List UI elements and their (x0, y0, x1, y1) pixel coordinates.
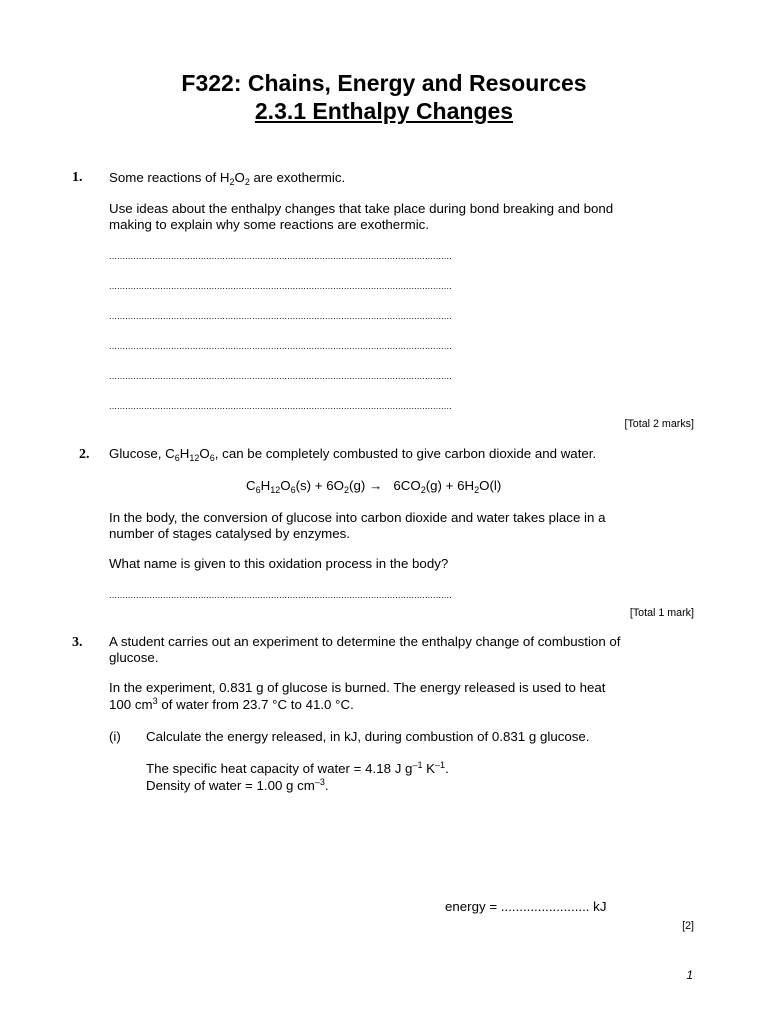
section-title: 2.3.1 Enthalpy Changes (254, 98, 514, 124)
answer-line[interactable]: ............................................................................................................................... (109, 341, 452, 351)
question-body: In the body, the conversion of glucose into carbon dioxide and water takes place in a (109, 510, 606, 525)
question-prompt: What name is given to this oxidation process in the body? (109, 556, 449, 571)
experiment-text: 100 $cm^3$ of water from 23.7 °C to 41.0 °C. (109, 696, 354, 712)
answer-unit: kJ (589, 899, 607, 914)
question-body: number of stages catalysed by enzymes. (109, 526, 350, 541)
question-instruction: making to explain why some reactions are exothermic. (109, 217, 430, 232)
answer-line[interactable]: ............................................................................................................................... (109, 281, 452, 291)
question-intro: A student carries out an experiment to determine the enthalpy change of combustion of (109, 634, 621, 649)
part-text: Calculate the energy released, in kJ, during combustion of 0.831 g glucose. (146, 729, 590, 744)
marks-label: [Total 2 marks] (624, 418, 694, 430)
answer-line[interactable]: ............................................................................................................................... (109, 590, 452, 600)
question-number: 3. (72, 635, 83, 650)
data-specific-heat: The specific heat capacity of water = 4.18 J $g^{-1}$ $K^{-1}$. (146, 760, 449, 776)
answer-line[interactable]: ............................................................................................................................... (109, 401, 452, 411)
answer-line[interactable]: ............................................................................................................................... (109, 371, 452, 381)
page-number: 1 (686, 968, 693, 982)
marks-label: [2] (682, 920, 694, 932)
question-stem: Some reactions of $H_2O_2$ are exothermic. (109, 170, 346, 187)
page-title: F322: Chains, Energy and Resources (181, 70, 587, 96)
question-number: 2. (79, 447, 90, 462)
question-number: 1. (72, 170, 83, 185)
answer-line[interactable]: ............................................................................................................................... (109, 311, 452, 321)
chemical-equation: $C_6H_{12}O_6(s) + 6O_2(g) \to 6CO_2(g) + 6H_2O(l)$ (246, 478, 502, 495)
marks-label: [Total 1 mark] (629, 607, 694, 619)
answer-blank[interactable]: ........................ (500, 899, 590, 914)
answer-label: energy = (445, 899, 501, 914)
question-instruction: Use ideas about the enthalpy changes that take place during bond breaking and bond (109, 201, 614, 216)
experiment-text: In the experiment, 0.831 g of glucose is burned. The energy released is used to heat (109, 680, 606, 695)
question-stem: Glucose, $C_6H_{12}O_6$, can be completely combusted to give carbon dioxide and water. (109, 446, 597, 463)
answer-line[interactable]: ............................................................................................................................... (109, 251, 452, 261)
question-intro: glucose. (109, 650, 159, 665)
part-label: (i) (109, 729, 121, 744)
energy-answer (445, 899, 606, 915)
data-density: Density of water = 1.00 g $cm^{-3}$. (146, 777, 329, 793)
